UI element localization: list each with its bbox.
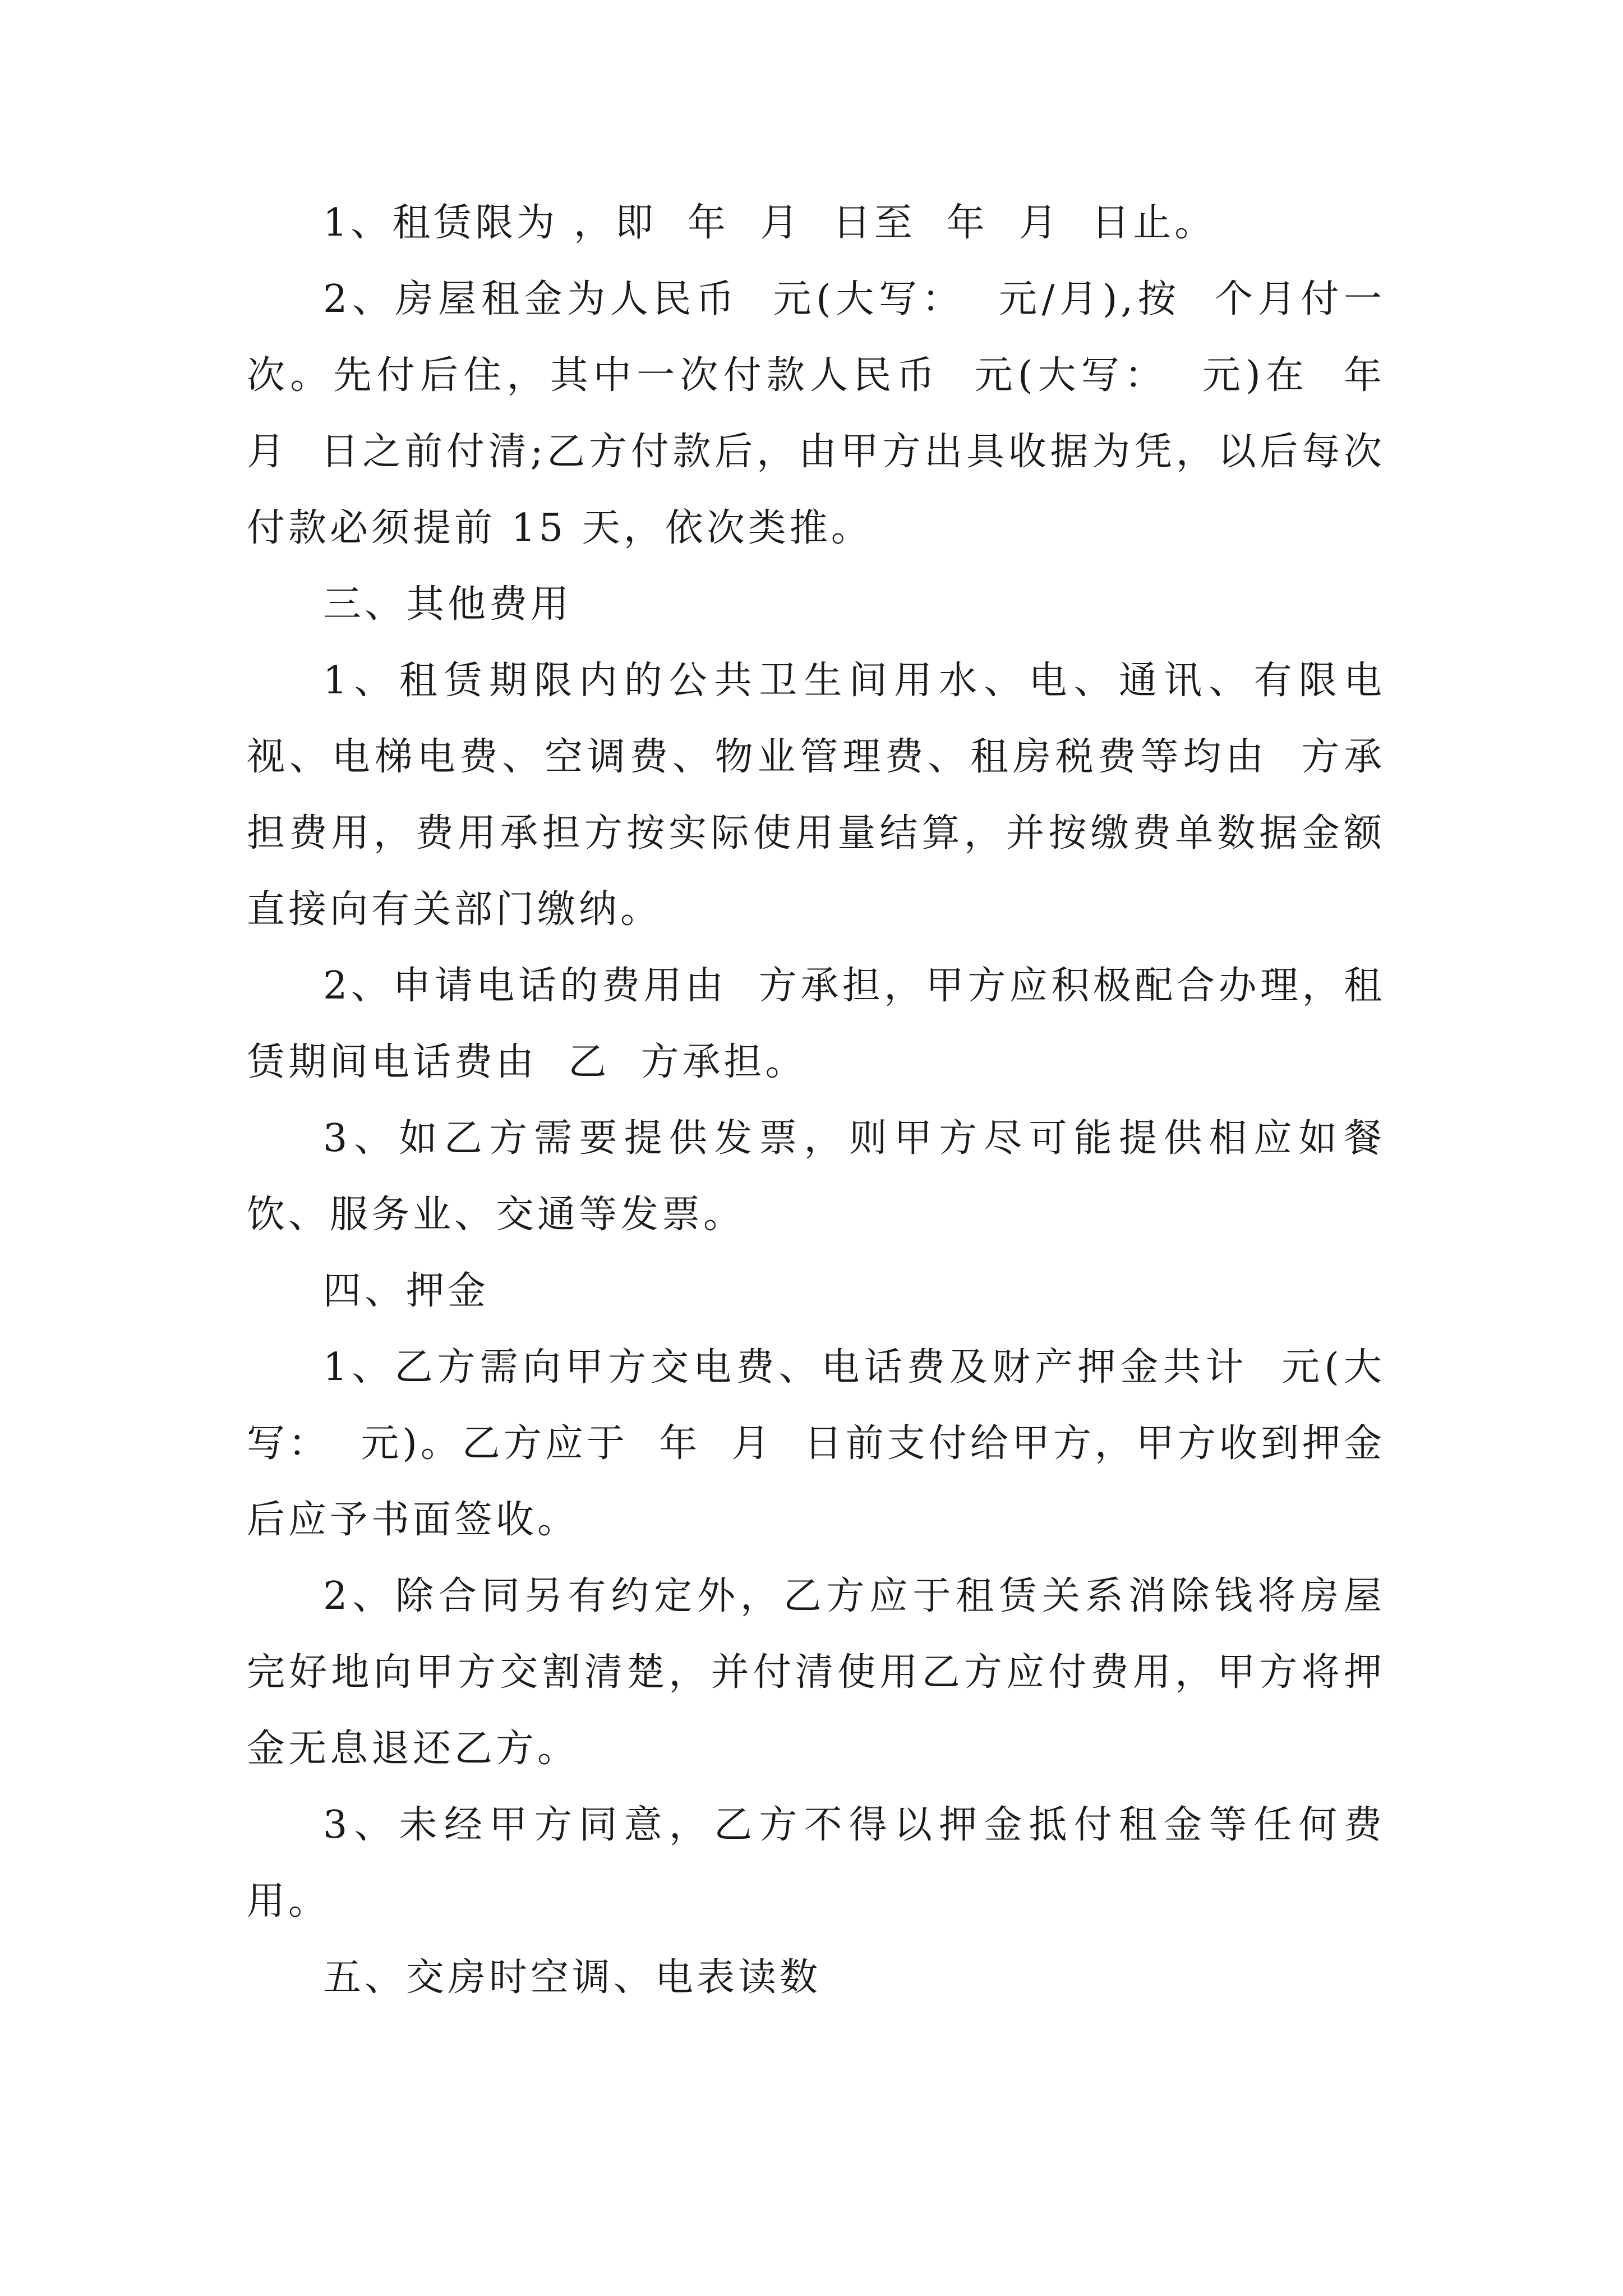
- clause-rent-payment: 2、房屋租金为人民币 元(大写： 元/月),按 个月付一次。先付后住，其中一次付款人民币 元(大写： 元)在 年 月 日之前付清;乙方付款后，由甲方出具收据为凭，以后每次付款必须提前 15 天，依次类推。: [247, 277, 1417, 550]
- document-body: [247, 185, 1417, 2016]
- clause-deposit-amount: 1、乙方需向甲方交电费、电话费及财产押金共计 元(大写： 元)。乙方应于 年 月 日前支付给甲方，甲方收到押金后应予书面签收。: [247, 1345, 1385, 1542]
- section-heading-deposit: 四、押金: [323, 1269, 490, 1313]
- clause-invoices: 3、如乙方需要提供发票，则甲方尽可能提供相应如餐饮、服务业、交通等发票。: [247, 1116, 1385, 1237]
- clause-deposit-refund: 2、除合同另有约定外，乙方应于租赁关系消除钱将房屋完好地向甲方交割清楚，并付清使用乙方应付费用，甲方将押金无息退还乙方。: [247, 1574, 1385, 1771]
- section-heading-meter-readings: 五、交房时空调、电表读数: [323, 1955, 822, 2000]
- clause-utility-fees: 1、租赁期限内的公共卫生间用水、电、通讯、有限电视、电梯电费、空调费、物业管理费、租房税费等均由 方承担费用，费用承担方按实际使用量结算，并按缴费单数据金额直接向有关部门缴纳。: [247, 659, 1385, 932]
- clause-telephone-fees: 2、申请电话的费用由 方承担，甲方应积极配合办理，租赁期间电话费由 乙 方承担。: [247, 964, 1385, 1084]
- clause-lease-term: 1、租赁限为 ，即 年 月 日至 年 月 日止。: [323, 201, 1216, 245]
- section-heading-other-fees: 三、其他费用: [323, 582, 573, 627]
- clause-deposit-offset: 3、未经甲方同意，乙方不得以押金抵付租金等任何费用。: [247, 1803, 1385, 1924]
